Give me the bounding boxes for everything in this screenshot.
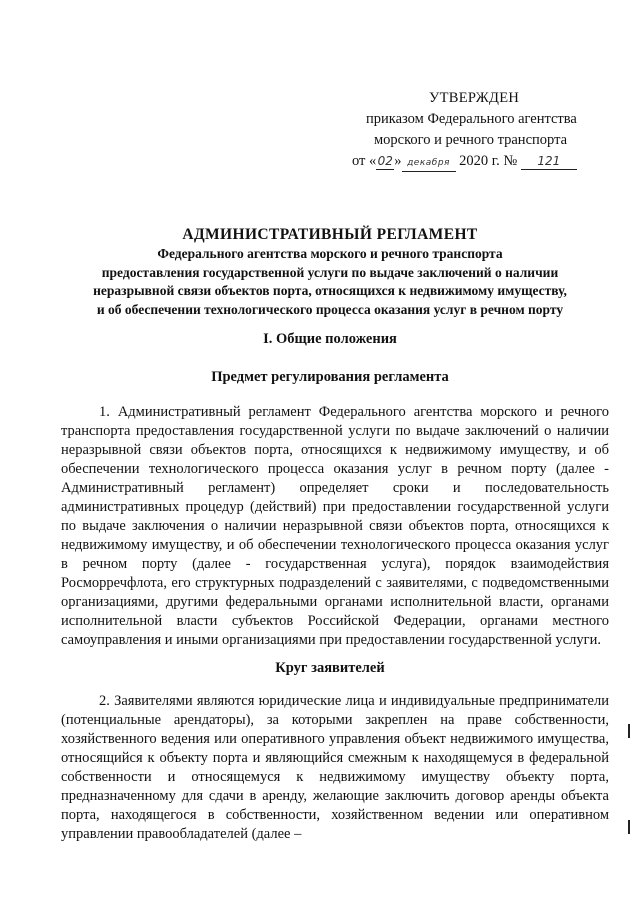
approval-line-1: приказом Федерального агентства: [366, 111, 577, 127]
margin-mark: [628, 724, 630, 738]
date-mid: »: [394, 153, 402, 169]
document-title: АДМИНИСТРАТИВНЫЙ РЕГЛАМЕНТ: [182, 226, 478, 243]
approval-title: УТВЕРЖДЕН: [429, 90, 520, 106]
margin-mark: [628, 820, 630, 834]
approval-block: [352, 88, 612, 172]
paragraph-1-text: 1. Административный регламент Федерального агентства морского и речного транспорта предоставления государственной услуги по выдаче заключений о наличии неразрывной связи объектов порта, относящихся к недвижимому имуществу, и об обеспечении технологического процесса оказания услуг в речном порту (далее - Административный регламент) определяет сроки и последовательность административных процедур (действий) при предоставлении государственной услуги по выдаче заключения о наличии неразрывной связи объектов порта, относящихся к недвижимому имуществу, и об обеспечении технологического процесса оказания услуг в речном порту (далее - государственная услуга), порядок взаимодействия Росморречфлота, его структурных подразделений с заявителями, с подведомственными организациями, другими федеральными органами исполнительной власти, органами исполнительной власти субъектов Российской Федерации, органами местного самоуправления и иными организациями при предоставлении государственной услуги.: [61, 404, 609, 648]
subtitle-line-4: и об обеспечении технологического процесса оказания услуг в речном порту: [96, 301, 564, 317]
date-year: 2020 г. №: [459, 153, 518, 169]
approval-line-2: морского и речного транспорта: [374, 132, 568, 148]
approval-date-line: [352, 151, 612, 172]
subsection-title-applicants: Круг заявителей: [275, 660, 385, 676]
date-month: декабря: [402, 155, 456, 172]
document-subtitle: [50, 245, 610, 319]
order-number: 121: [521, 153, 577, 170]
paragraph-1: [61, 403, 609, 650]
date-prefix: от «: [352, 153, 377, 169]
subtitle-line-3: неразрывной связи объектов порта, относящихся к недвижимому имуществу,: [93, 283, 567, 298]
paragraph-2-text: 2. Заявителями являются юридические лица и индивидуальные предприниматели (потенциальные арендаторы), за которыми закреплен на праве собственности, хозяйственного ведения или оперативного управления объект недвижимого имущества, относящийся к объекту порта и являющийся смежным к находящемуся в федеральной собственности и относящемуся к недвижимому имуществу объекту порта, предназначенному для сдачи в аренду, желающие заключить договор аренды объекта порта, находящегося в собственности, хозяйственном ведении или оперативном управлении правообладателей (далее –: [61, 693, 609, 842]
date-day: 02: [377, 154, 393, 168]
section-title: I. Общие положения: [263, 331, 397, 347]
paragraph-2: [61, 692, 609, 844]
subtitle-line-2: предоставления государственной услуги по выдаче заключений о наличии: [101, 264, 559, 280]
subsection-title-subject: Предмет регулирования регламента: [211, 369, 449, 385]
subtitle-line-1: Федерального агентства морского и речного транспорта: [157, 246, 503, 261]
